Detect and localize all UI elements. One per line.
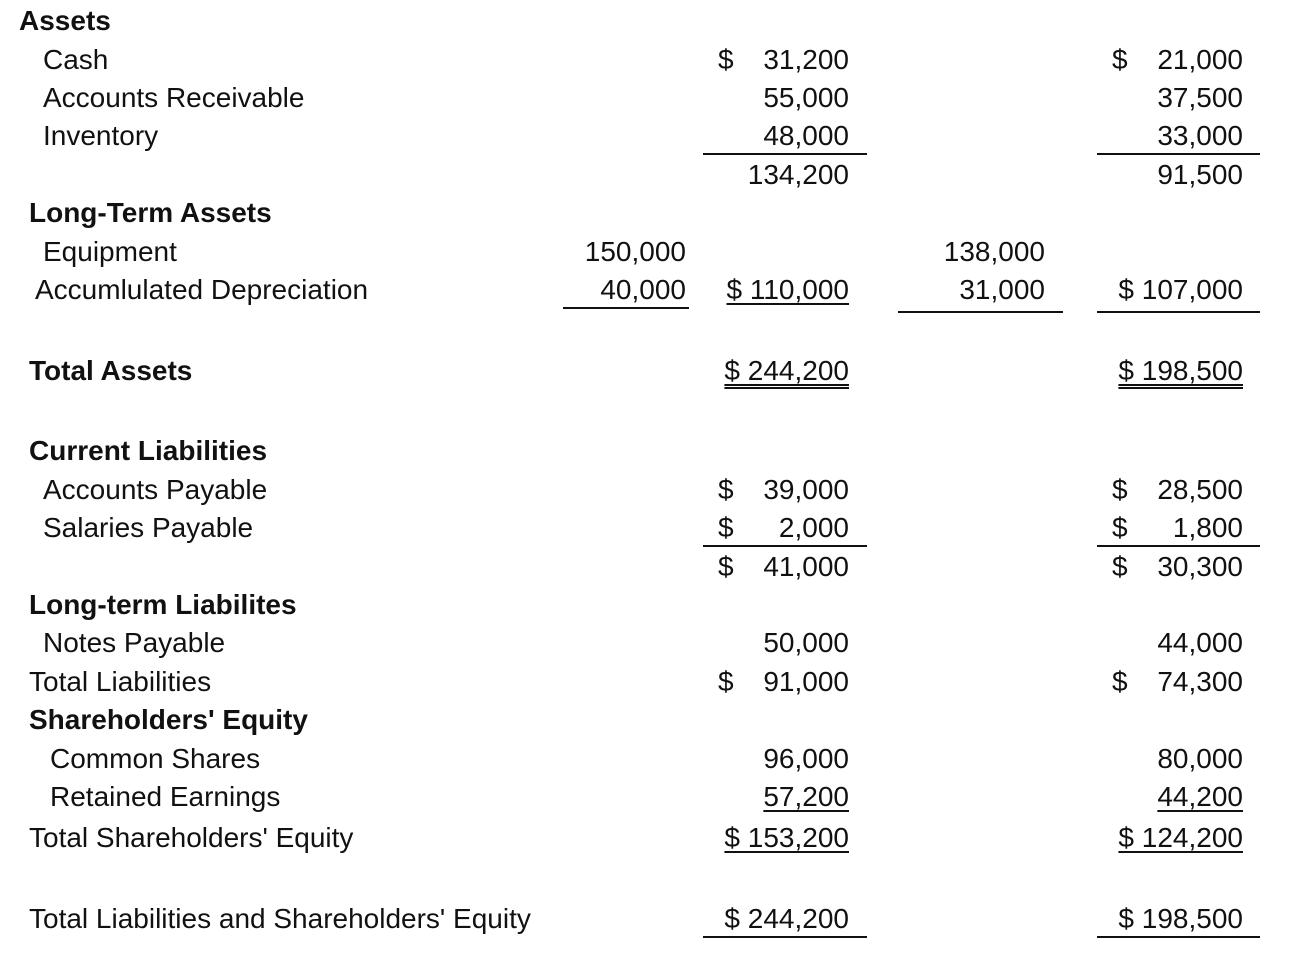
- ap-y2-value: 28,500: [1157, 474, 1243, 505]
- accum-dep-y2-net: $ 107,000: [1118, 274, 1243, 305]
- accum-dep-y1-net-value: $ 110,000: [726, 274, 849, 305]
- accum-dep-label: Accumlulated Depreciation: [35, 274, 369, 305]
- current-liabilities-total-y1-sign: $: [718, 551, 734, 582]
- total-assets-y2-value: $ 198,500: [1118, 355, 1243, 386]
- cash-y2-sign: $: [1112, 44, 1128, 75]
- total-equity-y1-value: $ 153,200: [724, 822, 849, 853]
- equipment-y1-gross: 150,000: [584, 236, 686, 267]
- current-assets-total-y1: 134,200: [747, 159, 849, 190]
- cash-label: Cash: [43, 44, 109, 75]
- total-le-rule-y1: [703, 936, 867, 938]
- accum-dep-y2-gross: 31,000: [959, 274, 1045, 305]
- current-liabilities-total-y1-value: 41,000: [763, 551, 849, 582]
- total-liabilities-y2-sign: $: [1112, 666, 1128, 697]
- salaries-y2-value: 1,800: [1172, 512, 1243, 543]
- total-le-y2: $ 198,500: [1118, 903, 1243, 934]
- total-equity-y1: [700, 822, 849, 854]
- total-liabilities-y1: [718, 666, 849, 698]
- common-shares-label: Common Shares: [50, 743, 261, 774]
- current-assets-rule-y1: [703, 153, 867, 155]
- total-equity-label: Total Shareholders' Equity: [29, 822, 354, 853]
- total-assets-y1-value: $ 244,200: [724, 355, 849, 386]
- accum-dep-rule-y2-gross: [898, 311, 1063, 313]
- ap-y1: [718, 474, 849, 506]
- salaries-y1-value: 2,000: [778, 512, 849, 543]
- cash-y2: [1112, 44, 1243, 76]
- cash-y1-sign: $: [718, 44, 734, 75]
- retained-earnings-y1-value: 57,200: [763, 781, 849, 812]
- current-assets-total-y2: 91,500: [1157, 159, 1243, 190]
- total-equity-y2-value: $ 124,200: [1118, 822, 1243, 853]
- inventory-label: Inventory: [43, 120, 159, 151]
- ap-label: Accounts Payable: [43, 474, 268, 505]
- ar-y1: 55,000: [763, 82, 849, 113]
- ar-y2: 37,500: [1157, 82, 1243, 113]
- ar-label: Accounts Receivable: [43, 82, 305, 113]
- current-liabilities-total-y2-sign: $: [1112, 551, 1128, 582]
- common-shares-y2: 80,000: [1157, 743, 1243, 774]
- salaries-y2-sign: $: [1112, 512, 1128, 543]
- salaries-y2: [1112, 512, 1243, 544]
- accum-dep-rule-y2-net: [1097, 311, 1260, 313]
- inventory-y1: 48,000: [763, 120, 849, 151]
- accum-dep-y1-gross: 40,000: [600, 274, 686, 305]
- salaries-y1: [718, 512, 849, 544]
- ap-y2-sign: $: [1112, 474, 1128, 505]
- total-liabilities-y2-value: 74,300: [1157, 666, 1243, 697]
- accum-dep-rule-y1: [563, 307, 689, 309]
- current-liabilities-rule-y1: [703, 545, 867, 547]
- total-le-y1: $ 244,200: [724, 903, 849, 934]
- notes-y1: 50,000: [763, 627, 849, 658]
- total-equity-y2: [1094, 822, 1243, 854]
- current-assets-rule-y2: [1097, 153, 1260, 155]
- cash-y1-value: 31,200: [763, 44, 849, 75]
- notes-label: Notes Payable: [43, 627, 226, 658]
- current-liabilities-total-y2: [1112, 551, 1243, 583]
- total-assets-y2: [1094, 355, 1243, 387]
- total-le-rule-y2: [1097, 936, 1260, 938]
- notes-y2: 44,000: [1157, 627, 1243, 658]
- salaries-label: Salaries Payable: [43, 512, 254, 543]
- cash-y2-value: 21,000: [1157, 44, 1243, 75]
- total-assets-label: Total Assets: [29, 355, 193, 386]
- long-term-assets-heading: Long-Term Assets: [29, 197, 272, 228]
- ap-y2: [1112, 474, 1243, 506]
- assets-heading: Assets: [19, 5, 111, 36]
- common-shares-y1: 96,000: [763, 743, 849, 774]
- retained-earnings-y1: [700, 781, 849, 813]
- total-liabilities-label: Total Liabilities: [29, 666, 212, 697]
- retained-earnings-y2-value: 44,200: [1157, 781, 1243, 812]
- total-assets-y1: [700, 355, 849, 387]
- total-liabilities-y2: [1112, 666, 1243, 698]
- equipment-y2-gross: 138,000: [943, 236, 1045, 267]
- cash-y1: [718, 44, 849, 76]
- accum-dep-y1-net: [700, 274, 849, 306]
- equipment-label: Equipment: [43, 236, 177, 267]
- retained-earnings-label: Retained Earnings: [50, 781, 281, 812]
- inventory-y2: 33,000: [1157, 120, 1243, 151]
- long-term-liabilities-heading: Long-term Liabilites: [29, 589, 297, 620]
- current-liabilities-total-y1: [718, 551, 849, 583]
- ap-y1-value: 39,000: [763, 474, 849, 505]
- salaries-y1-sign: $: [718, 512, 734, 543]
- total-liabilities-y1-value: 91,000: [763, 666, 849, 697]
- current-liabilities-heading: Current Liabilities: [29, 435, 268, 466]
- total-liabilities-y1-sign: $: [718, 666, 734, 697]
- current-liabilities-total-y2-value: 30,300: [1157, 551, 1243, 582]
- total-le-label: Total Liabilities and Shareholders' Equity: [29, 903, 531, 934]
- equity-heading: Shareholders' Equity: [29, 704, 308, 735]
- retained-earnings-y2: [1094, 781, 1243, 813]
- current-liabilities-rule-y2: [1097, 545, 1260, 547]
- ap-y1-sign: $: [718, 474, 734, 505]
